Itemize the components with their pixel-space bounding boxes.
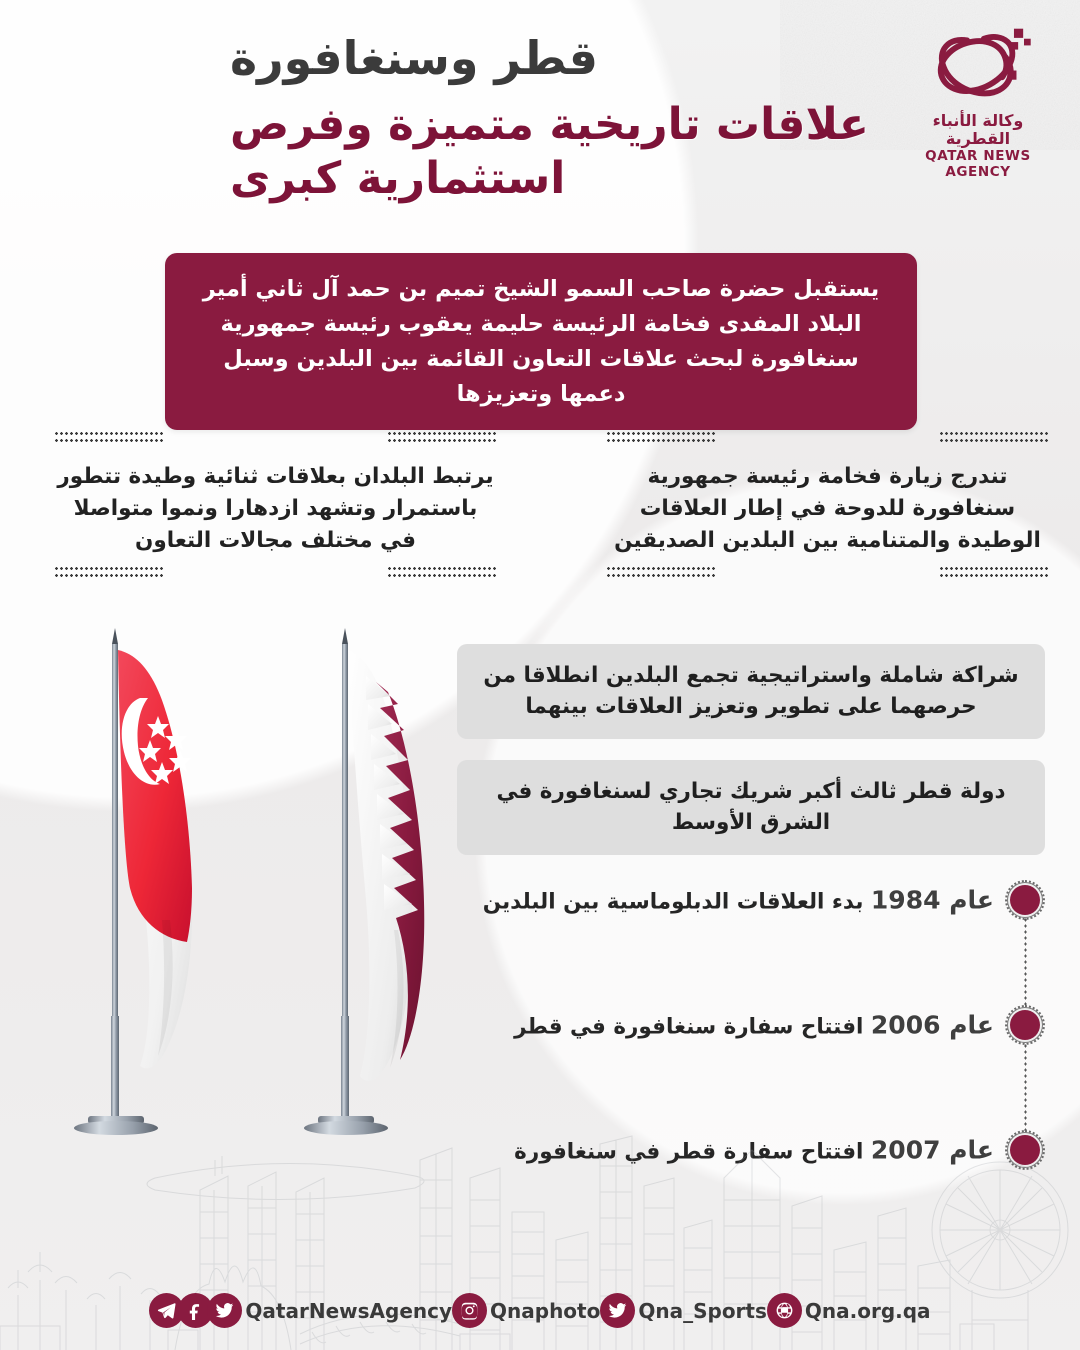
lead-statement-text: يستقبل حضرة صاحب السمو الشيخ تميم بن حمد آل ثاني أمير البلاد المفدى فخامة الرئيسة حليمة يعقوب رئيسة جمهورية سنغافورة لبحث علاقات التعاون القائمة بين البلدين وسبل دعمها وتعزيزها xyxy=(202,276,880,407)
social-footer xyxy=(0,1293,1080,1328)
timeline-item xyxy=(440,880,1050,920)
dot-decoration-icon xyxy=(606,565,716,579)
timeline xyxy=(440,865,1050,1165)
qatar-flag-icon xyxy=(304,628,424,1135)
dot-decoration-icon xyxy=(54,430,164,444)
timeline-item xyxy=(440,1130,1050,1170)
timeline-entry xyxy=(483,886,994,915)
title-block xyxy=(230,31,890,206)
timeline-dot-icon xyxy=(1010,1010,1040,1040)
timeline-entry xyxy=(514,1011,994,1040)
statement-box-strategic-partnership xyxy=(457,644,1045,739)
timeline-event: افتتاح سفارة قطر في سنغافورة xyxy=(514,1139,864,1165)
qna-atom-logo-icon xyxy=(923,22,1033,114)
social-handle-main[interactable]: QatarNewsAgency xyxy=(245,1298,453,1323)
social-handle-web[interactable]: Qna.org.qa xyxy=(804,1298,931,1323)
dot-decoration-icon xyxy=(387,565,497,579)
page-title: علاقات تاريخية متميزة وفرص استثمارية كبرى xyxy=(230,99,869,204)
statement-text: شراكة شاملة واستراتيجية تجمع البلدين انطلاقا من حرصهما على تطوير وتعزيز العلاقات بينهما xyxy=(483,663,1019,720)
timeline-year: عام 1984 xyxy=(870,885,994,915)
header xyxy=(0,0,1080,240)
lead-statement-box xyxy=(165,253,917,430)
statement-text: دولة قطر ثالث أكبر شريك تجاري لسنغافورة في الشرق الأوسط xyxy=(496,779,1006,836)
note-bilateral-growth xyxy=(48,425,503,585)
dot-decoration-icon xyxy=(606,430,716,444)
timeline-dot-icon xyxy=(1010,885,1040,915)
logo-arabic-text: وكالة الأنباء القطرية xyxy=(932,111,1024,148)
logo-english-text: QATAR NEWS AGENCY xyxy=(925,148,1031,181)
social-handle-photo[interactable]: Qnaphoto xyxy=(490,1298,601,1323)
dot-decoration-icon xyxy=(54,565,164,579)
note-visit-framework xyxy=(600,425,1055,585)
social-group-main[interactable] xyxy=(149,1293,452,1328)
page-kicker: قطر وسنغافورة xyxy=(230,31,598,85)
timeline-year: عام 2007 xyxy=(870,1135,994,1165)
notes-row xyxy=(0,425,1080,590)
social-group-sports[interactable] xyxy=(600,1293,767,1328)
timeline-event: افتتاح سفارة سنغافورة في قطر xyxy=(514,1014,864,1040)
social-handle-sports[interactable]: Qna_Sports xyxy=(638,1298,767,1323)
twitter-icon[interactable] xyxy=(207,1293,242,1328)
timeline-item xyxy=(440,1005,1050,1045)
flags-illustration xyxy=(40,620,460,1180)
note-text: تندرج زيارة فخامة رئيسة جمهورية سنغافورة للدوحة في إطار العلاقات الوطيدة والمتنامية بين البلدين الصديقين xyxy=(614,464,1041,553)
timeline-year: عام 2006 xyxy=(870,1010,994,1040)
timeline-dot-icon xyxy=(1010,1135,1040,1165)
social-group-web[interactable] xyxy=(767,1293,931,1328)
note-text: يرتبط البلدان بعلاقات ثنائية وطيدة تتطور باستمرار وتشهد ازدهارا ونموا متواصلا في مختلف مجالات التعاون xyxy=(57,464,494,553)
dot-decoration-icon xyxy=(387,430,497,444)
qna-logo xyxy=(898,22,1058,181)
instagram-icon[interactable] xyxy=(452,1293,487,1328)
dot-decoration-icon xyxy=(939,565,1049,579)
timeline-event: بدء العلاقات الدبلوماسية بين البلدين xyxy=(482,889,864,915)
social-group-photo[interactable] xyxy=(452,1293,600,1328)
singapore-flag-icon xyxy=(74,628,192,1135)
timeline-entry xyxy=(514,1136,994,1165)
globe-icon[interactable] xyxy=(767,1293,802,1328)
twitter-icon[interactable] xyxy=(600,1293,635,1328)
statement-box-trade-partner xyxy=(457,760,1045,855)
dot-decoration-icon xyxy=(939,430,1049,444)
